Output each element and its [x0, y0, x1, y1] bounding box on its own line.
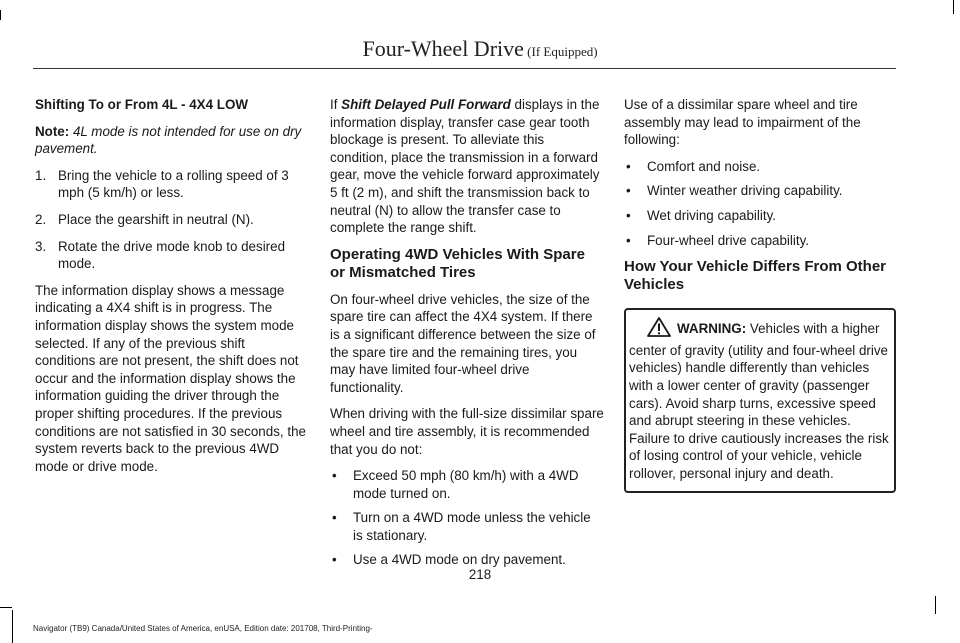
section-heading-shifting: Shifting To or From 4L - 4X4 LOW [35, 97, 249, 112]
footer-edition-info: Navigator (TB9) Canada/United States of America, enUSA, Edition date: 201708, Third-Printing- [33, 624, 373, 633]
step-number: 1. [35, 167, 47, 183]
step-text: Bring the vehicle to a rolling speed of 3 mph (5 km/h) or less. [58, 167, 289, 201]
crop-mark-bottom-edge [0, 607, 12, 608]
crop-mark-bottom-right [935, 596, 936, 614]
warning-text: Vehicles with a higher center of gravity (utility and four-wheel drive vehicles) handle differently than vehicles with a lower center of gravity (passenger cars). Avoid sharp turns, excessive speed and abrupt steering in these vehicles. Failure to drive cautiously increases the risk of losing control of your vehicle, vehicle rollover, personal injury and death. [629, 321, 889, 481]
header-title-text: Four-Wheel Drive [362, 36, 524, 61]
list-item: • Exceed 50 mph (80 km/h) with a 4WD mode turned on. [330, 467, 604, 502]
shift-delayed-message: Shift Delayed Pull Forward [341, 97, 511, 112]
step-item [35, 167, 307, 202]
column-left [35, 96, 307, 484]
note [35, 123, 307, 158]
list-item: • Comfort and noise. [624, 158, 896, 176]
paragraph-prefix: If [330, 97, 342, 112]
column-middle [330, 96, 604, 578]
dissimilar-spare-paragraph: When driving with the full-size dissimilar spare wheel and tire assembly, it is recommended that you do not: [330, 406, 604, 457]
page-number: 218 [468, 567, 492, 582]
page-header-title [0, 36, 960, 62]
list-item: • Wet driving capability. [624, 207, 896, 225]
step-item [35, 211, 307, 229]
crop-mark-top-right [953, 0, 954, 14]
impairment-list [624, 158, 896, 249]
paragraph-rest: displays in the information display, transfer case gear tooth blockage is present. To alleviate this condition, place the transmission in a forward gear, move the vehicle forward approximately 5 ft (2 m), and shift the transmission back to neutral (N) to allow the transfer case to complete the range shift. [330, 97, 600, 236]
warning-triangle-icon [647, 317, 671, 342]
list-item: • Turn on a 4WD mode unless the vehicle is stationary. [330, 509, 604, 544]
column-right [624, 96, 896, 493]
section-heading-vehicle-differs: How Your Vehicle Differs From Other Vehicles [624, 258, 887, 294]
warning-label: WARNING: [677, 321, 747, 337]
shift-delayed-paragraph [330, 96, 604, 237]
header-rule [33, 68, 896, 69]
crop-mark-bottom-left [12, 610, 13, 643]
step-number: 3. [35, 238, 47, 254]
list-item: • Winter weather driving capability. [624, 182, 896, 200]
step-text: Rotate the drive mode knob to desired mode. [58, 238, 286, 272]
note-text: 4L mode is not intended for use on dry pavement. [35, 123, 302, 157]
do-not-list [330, 467, 604, 569]
info-display-paragraph: The information display shows a message indicating a 4X4 shift is in progress. The information display shows the system mode selected. If any of the previous shift conditions are not present, the shift does not occur and the information display shows the information guiding the driver through the proper shifting procedures. If the previous conditions are not satisfied in 30 seconds, the system reverts back to the previous 4WD mode or drive mode. [35, 282, 306, 474]
crop-mark-top-left [0, 10, 1, 20]
spare-tire-paragraph: On four-wheel drive vehicles, the size of the spare tire can affect the 4X4 system. If there is a significant difference between the size of the spare tire and the remaining tires, you may have limited four-wheel drive functionality. [330, 291, 596, 395]
steps-list [35, 167, 307, 273]
step-item [35, 238, 307, 273]
impairment-paragraph: Use of a dissimilar spare wheel and tire assembly may lead to impairment of the following: [624, 97, 861, 148]
list-item: • Four-wheel drive capability. [624, 232, 896, 250]
section-heading-spare-tires: Operating 4WD Vehicles With Spare or Mismatched Tires [330, 245, 585, 281]
step-text: Place the gearshift in neutral (N). [58, 211, 254, 227]
warning-box [624, 308, 896, 492]
header-subtitle: (If Equipped) [523, 44, 598, 59]
note-label: Note: [35, 123, 70, 139]
list-item: • Use a 4WD mode on dry pavement. [330, 551, 604, 569]
step-number: 2. [35, 211, 47, 227]
